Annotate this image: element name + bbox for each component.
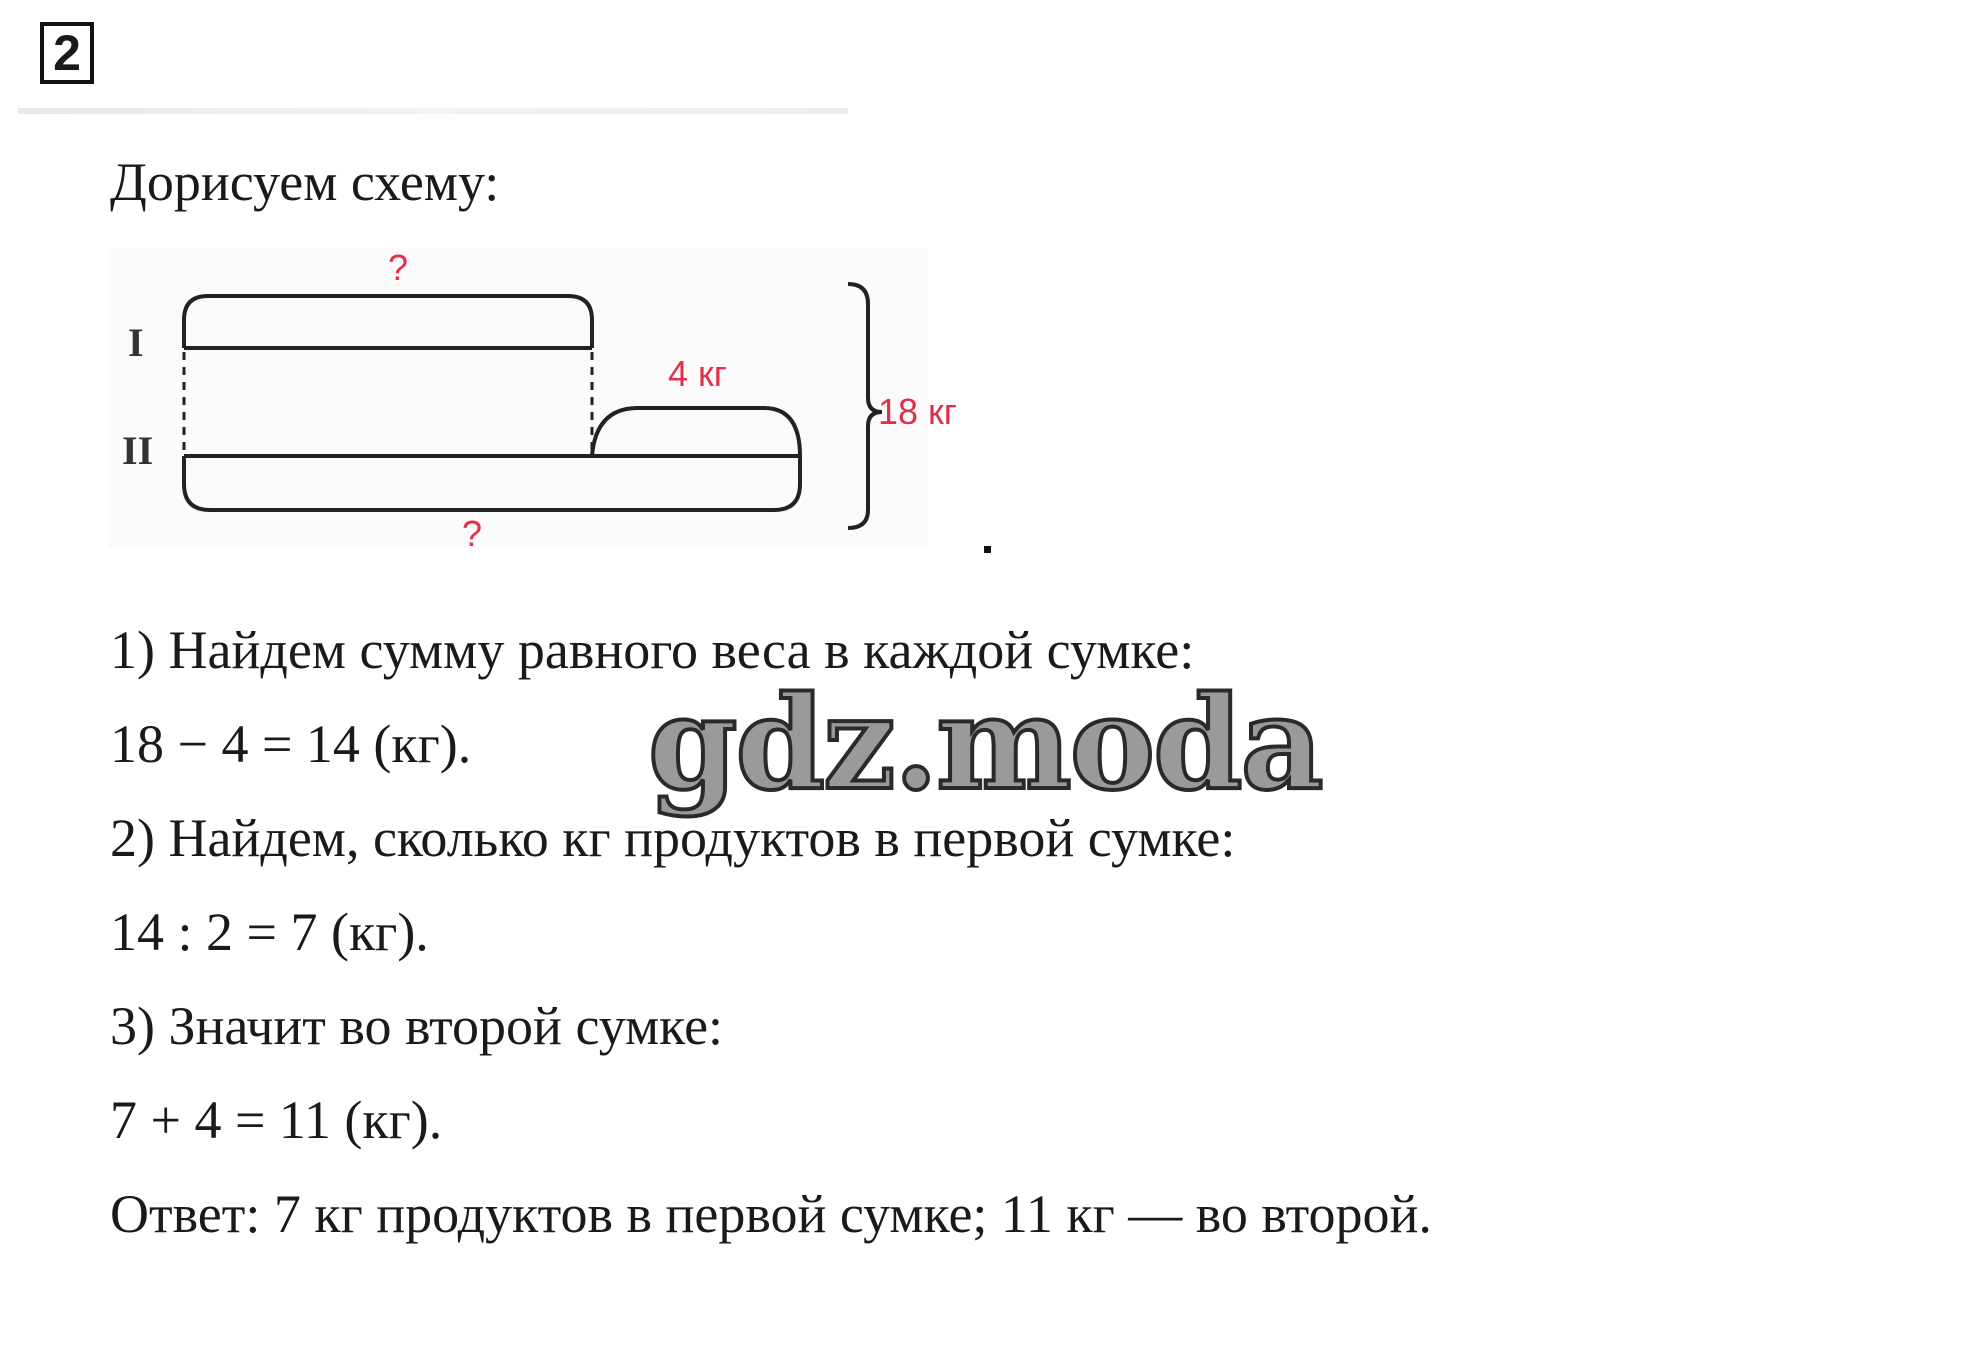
row-label-2: II (122, 428, 154, 473)
header-divider (18, 108, 848, 114)
intro-text: Дорисуем схему: (110, 152, 500, 212)
answer-text: Ответ: 7 кг продуктов в первой сумке; 11 кг — во второй. (110, 1184, 1432, 1244)
row-label-1: I (128, 320, 144, 365)
watermark-logo: gdz.moda (648, 669, 1322, 819)
bag-scheme-diagram (108, 248, 988, 548)
question-top: ? (388, 248, 409, 288)
solution-step-1: 1) Найдем сумму равного веса в каждой сумке: (110, 620, 1195, 680)
solution-calc-1: 18 − 4 = 14 (кг). (110, 714, 472, 774)
total-label: 18 кг (878, 391, 957, 432)
solution-step-3: 3) Значит во второй сумке: (110, 996, 724, 1056)
question-bottom: ? (462, 513, 483, 548)
period-dot (984, 546, 991, 553)
solution-step-2: 2) Найдем, сколько кг продуктов в первой сумке: (110, 808, 1236, 868)
task-number-box: 2 (40, 22, 94, 84)
solution-calc-3: 7 + 4 = 11 (кг). (110, 1090, 443, 1150)
solution-calc-2: 14 : 2 = 7 (кг). (110, 902, 429, 962)
difference-label: 4 кг (668, 353, 727, 394)
